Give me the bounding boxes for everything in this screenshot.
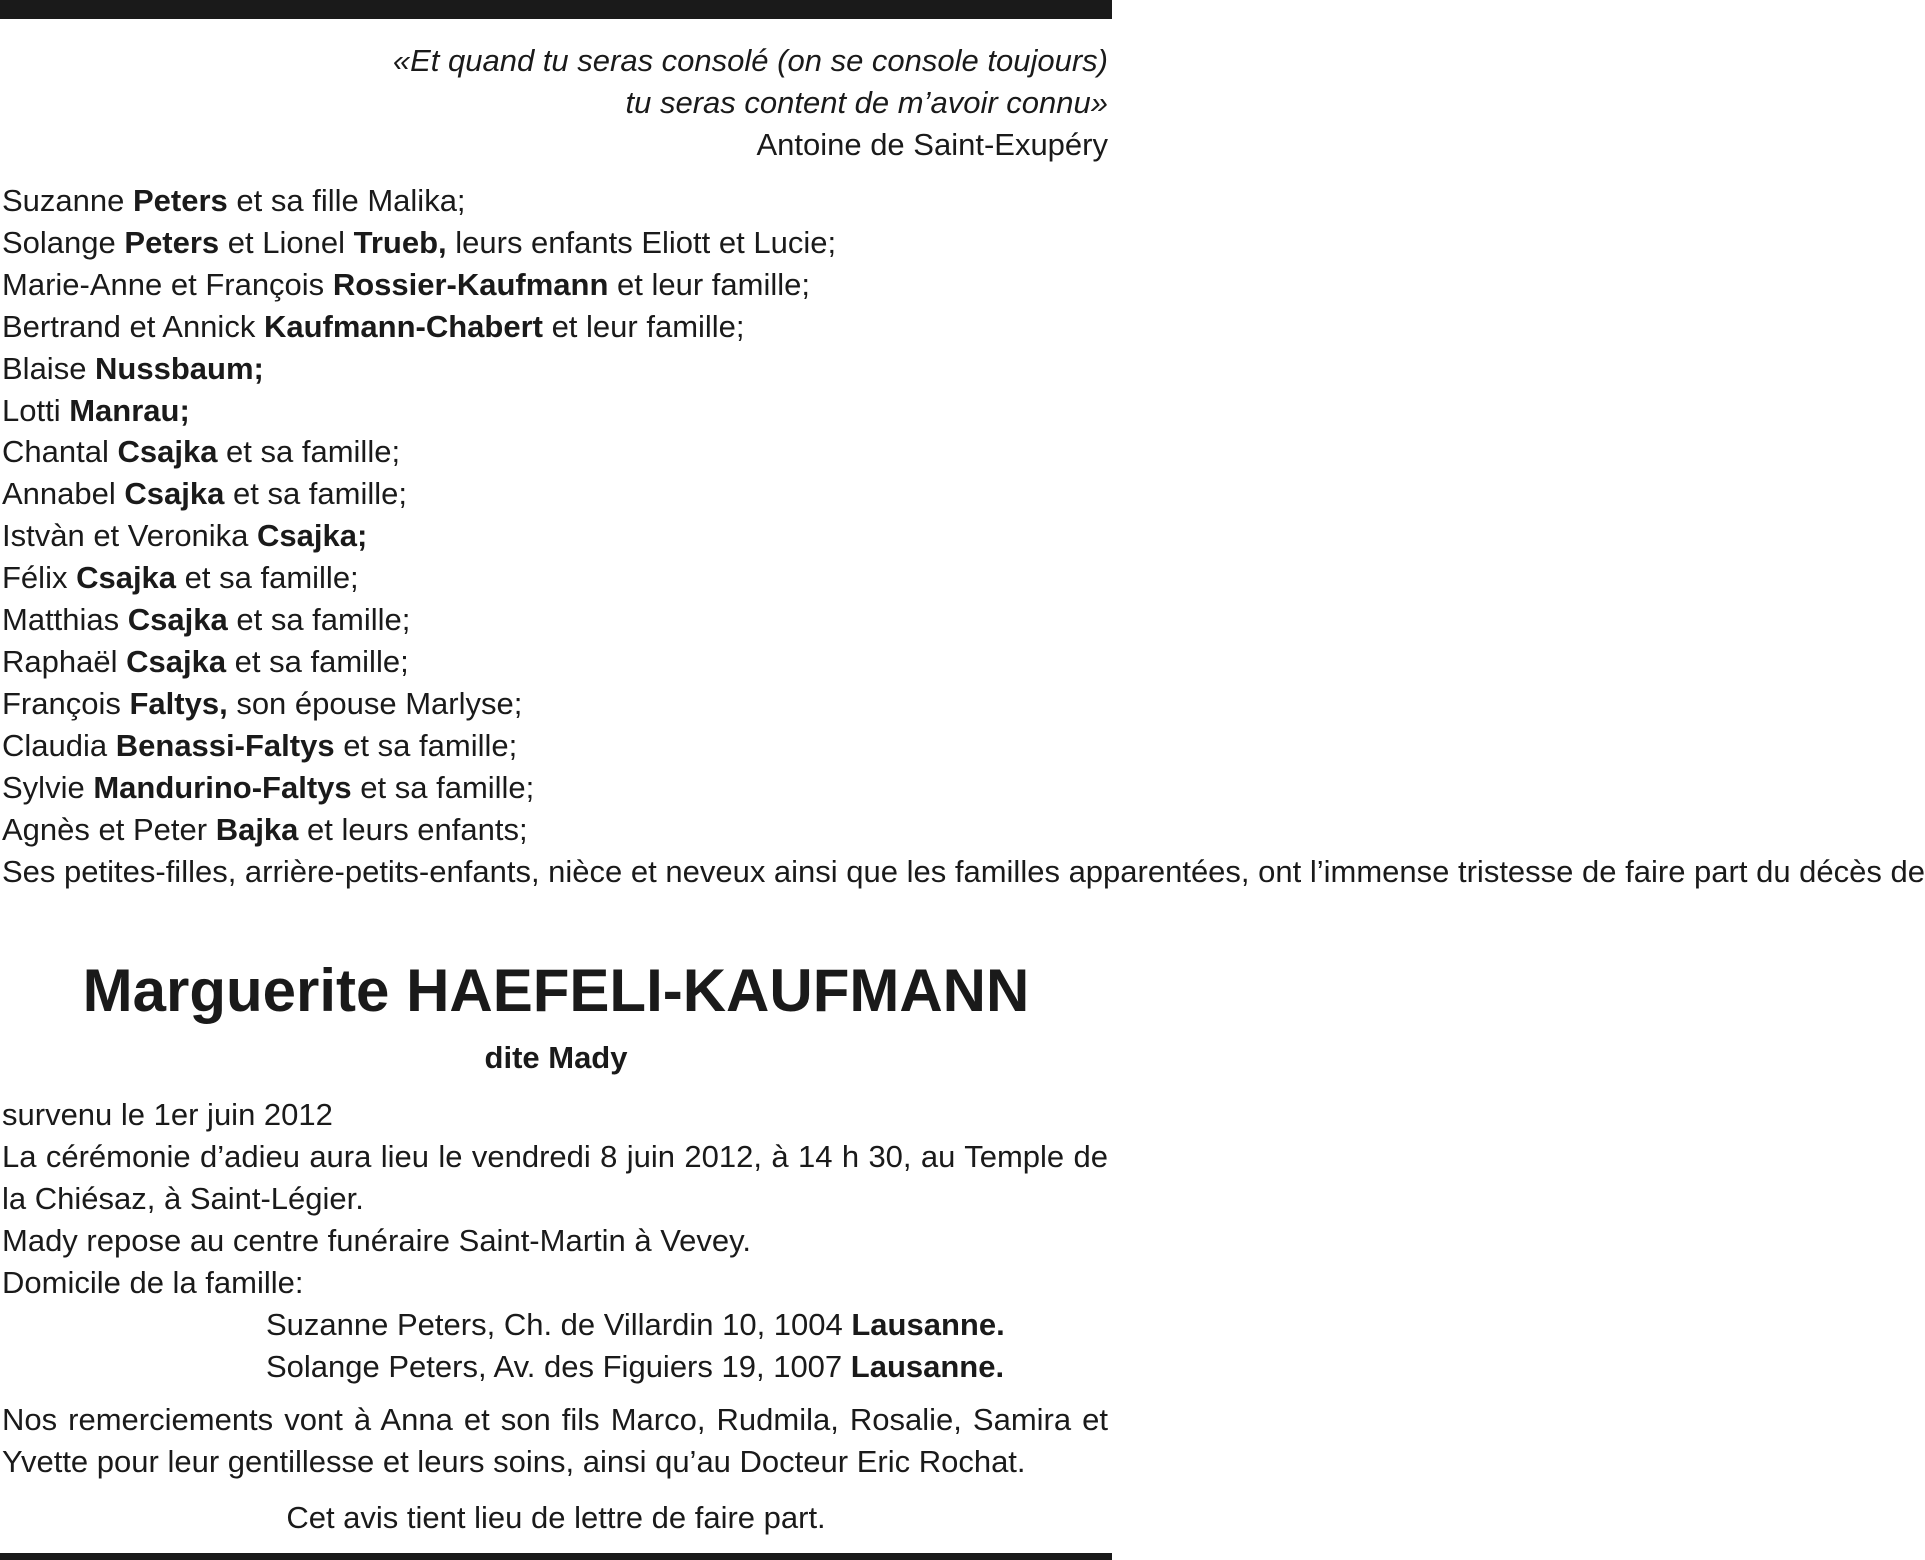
funeral-details	[2, 1094, 1108, 1304]
quote-author: Antoine de Saint-Exupéry	[756, 127, 1108, 162]
mourner-line: Félix Csajka et sa famille;	[2, 560, 359, 596]
death-date: survenu le 1er juin 2012	[2, 1097, 333, 1132]
quote-line-1: «Et quand tu seras consolé (on se console toujours)	[392, 43, 1108, 78]
mourner-line: Bertrand et Annick Kaufmann-Chabert et leur famille;	[2, 308, 745, 344]
resting-place: Mady repose au centre funéraire Saint-Martin à Vevey.	[2, 1222, 751, 1258]
mourner-line: Agnès et Peter Bajka et leurs enfants;	[2, 811, 528, 847]
address-line: Suzanne Peters, Ch. de Villardin 10, 1004 Lausanne.	[266, 1307, 1005, 1342]
mourner-line: Blaise Nussbaum;	[2, 350, 264, 386]
mourner-line: Raphaël Csajka et sa famille;	[2, 643, 409, 679]
mourner-line: Istvàn et Veronika Csajka;	[2, 518, 368, 554]
mourner-line: Lotti Manrau;	[2, 392, 190, 428]
domicile-label: Domicile de la famille:	[2, 1264, 304, 1300]
mourner-line: Chantal Csajka et sa famille;	[2, 434, 401, 470]
announcement-text: Ses petites-filles, arrière-petits-enfants, nièce et neveux ainsi que les familles apparentées, ont l’immense tristesse de faire part du décès de	[2, 853, 1925, 889]
family-addresses	[266, 1304, 1005, 1388]
mourner-line: Annabel Csajka et sa famille;	[2, 476, 407, 512]
footer-note: Cet avis tient lieu de lettre de faire part.	[286, 1500, 826, 1535]
mourner-line: Marie-Anne et François Rossier-Kaufmann et leur famille;	[2, 266, 810, 302]
mourner-line: Solange Peters et Lionel Trueb, leurs enfants Eliott et Lucie;	[2, 224, 837, 260]
deceased-nickname: dite Mady	[484, 1040, 628, 1075]
mourner-line: Matthias Csajka et sa famille;	[2, 602, 411, 638]
mourner-line: Suzanne Peters et sa fille Malika;	[2, 183, 466, 218]
mourner-line: François Faltys, son épouse Marlyse;	[2, 685, 523, 721]
deceased-name: Marguerite HAEFELI-KAUFMANN	[82, 957, 1030, 1024]
mourner-line: Sylvie Mandurino-Faltys et sa famille;	[2, 769, 535, 805]
thanks-paragraph: Nos remerciements vont à Anna et son fils Marco, Rudmila, Rosalie, Samira et Yvette pour leur gentillesse et leurs soins, ainsi qu’au Docteur Eric Rochat.	[2, 1402, 1108, 1479]
ceremony-info: La cérémonie d’adieu aura lieu le vendredi 8 juin 2012, à 14 h 30, au Temple de la Chiésaz, à Saint-Légier.	[2, 1138, 1108, 1216]
bottom-rule	[0, 1553, 1112, 1560]
top-rule	[0, 0, 1112, 19]
mourners-list	[2, 180, 1925, 892]
mourner-line: Claudia Benassi-Faltys et sa famille;	[2, 727, 518, 763]
quote-line-2: tu seras content de m’avoir connu»	[625, 85, 1108, 120]
address-line: Solange Peters, Av. des Figuiers 19, 1007 Lausanne.	[266, 1349, 1005, 1384]
epigraph-quote	[393, 40, 1108, 166]
